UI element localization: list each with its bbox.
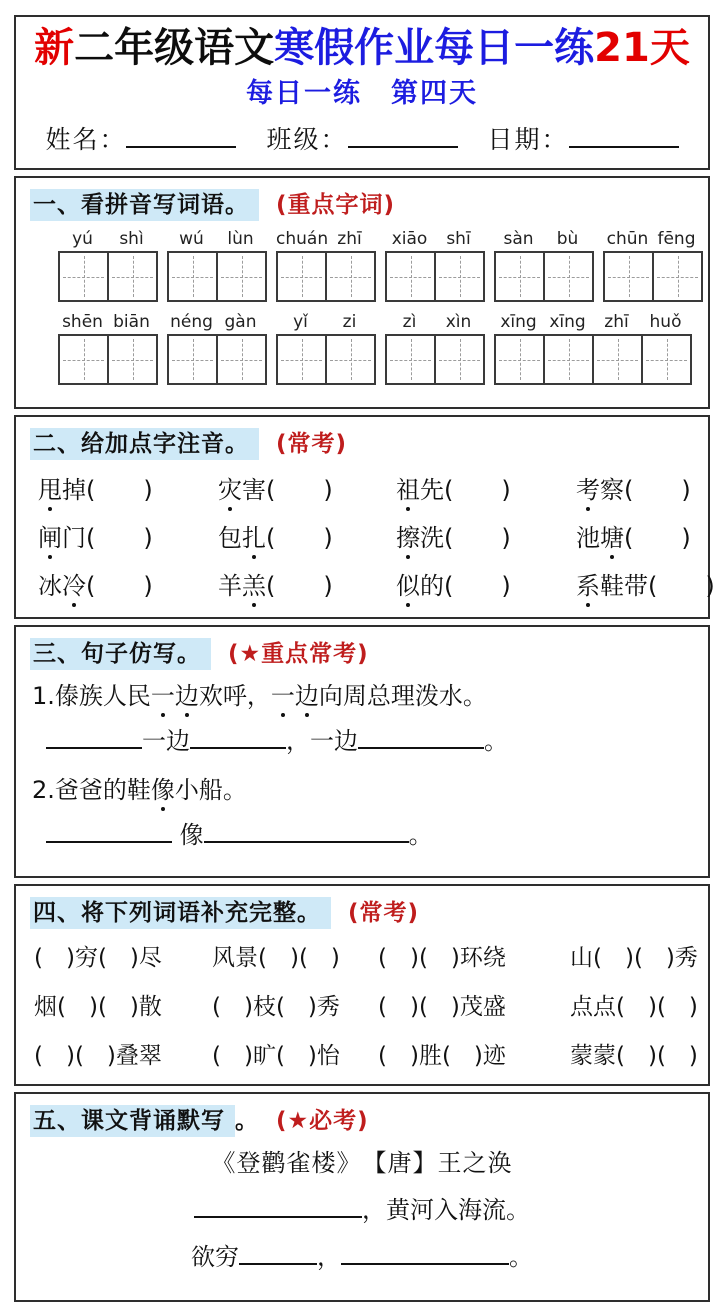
example-sentence bbox=[32, 770, 694, 805]
word-completion-item: 山( )( )秀 bbox=[570, 945, 698, 971]
text-segment: 小船。 bbox=[174, 776, 247, 804]
character: 池 bbox=[576, 524, 600, 552]
tianzige-cells bbox=[494, 251, 594, 302]
dotted-character: 一 bbox=[151, 676, 175, 711]
paren-close: ) bbox=[681, 524, 691, 552]
answer-blank bbox=[239, 1240, 317, 1265]
poem-line bbox=[30, 1237, 694, 1272]
text-segment: 像 bbox=[172, 821, 204, 849]
pinyin-word-group bbox=[385, 312, 485, 385]
tianzige-cells bbox=[603, 251, 703, 302]
paren-open: ( bbox=[624, 476, 634, 504]
word-completion-item: ( )枝( )秀 bbox=[212, 994, 340, 1020]
pinyin-syllable: shī bbox=[446, 229, 471, 249]
text-segment: ，一边 bbox=[286, 727, 358, 755]
pinyin-syllable: wú bbox=[179, 229, 204, 249]
class-blank bbox=[348, 122, 458, 148]
example-sentence bbox=[32, 676, 694, 711]
annotate-word-item bbox=[38, 518, 218, 553]
paren-close: ) bbox=[323, 572, 333, 600]
pinyin-syllable: huǒ bbox=[649, 312, 682, 332]
tianzige-cells bbox=[58, 334, 158, 385]
header-box bbox=[14, 15, 710, 170]
section-1-heading: 一、看拼音写词语。 bbox=[30, 189, 259, 221]
pinyin-labels bbox=[58, 312, 158, 332]
section-4-heading-row bbox=[30, 894, 694, 927]
dotted-character: 一 bbox=[271, 676, 295, 711]
pinyin-labels bbox=[167, 312, 267, 332]
text-segment: 向周总理泼水。 bbox=[318, 682, 487, 710]
character: 冰 bbox=[38, 572, 62, 600]
annotate-word-item bbox=[576, 566, 715, 601]
pinyin-syllable: chūn bbox=[606, 229, 649, 249]
section-3-heading-row bbox=[30, 635, 694, 668]
pinyin-word-group bbox=[167, 229, 267, 302]
pinyin-labels bbox=[58, 229, 158, 249]
dotted-character: 边 bbox=[295, 676, 319, 711]
paren-open: ( bbox=[266, 572, 276, 600]
character: 鞋 bbox=[600, 572, 624, 600]
word-completion-item: ( )( )叠翠 bbox=[34, 1043, 162, 1069]
pinyin-word-group bbox=[494, 312, 692, 385]
paren-close: ) bbox=[501, 524, 511, 552]
paren-close: ) bbox=[143, 572, 153, 600]
annotate-word-item bbox=[396, 518, 576, 553]
dotted-character: 扎 bbox=[242, 518, 266, 553]
annotate-word-item bbox=[396, 470, 576, 505]
pinyin-word-group bbox=[167, 312, 267, 385]
dotted-character: 冷 bbox=[62, 566, 86, 601]
tianzige-cells bbox=[276, 251, 376, 302]
annotate-word-item bbox=[576, 518, 715, 553]
page-subtitle: 每日一练 第四天 bbox=[246, 78, 478, 109]
pinyin-word-group bbox=[385, 229, 485, 302]
poem-lines bbox=[30, 1190, 694, 1272]
paren-close: ) bbox=[501, 572, 511, 600]
section-1-tag: (重点字词) bbox=[276, 192, 396, 218]
section-4-heading: 四、将下列词语补充完整。 bbox=[30, 897, 331, 929]
text-segment bbox=[151, 682, 199, 710]
pinyin-grid-area bbox=[30, 227, 694, 397]
pinyin-syllable: néng bbox=[170, 312, 213, 332]
dotted-character: 像 bbox=[151, 770, 175, 805]
pinyin-syllable: chuán bbox=[276, 229, 329, 249]
title-segment-red-2: 21天 bbox=[594, 25, 690, 71]
character: 的 bbox=[420, 572, 444, 600]
section-1-heading-row bbox=[30, 186, 694, 219]
pinyin-syllable: yú bbox=[72, 229, 93, 249]
pinyin-word-group bbox=[603, 229, 703, 302]
annotate-word-item bbox=[218, 566, 396, 601]
dotted-character: 塘 bbox=[600, 518, 624, 553]
pinyin-word-group bbox=[494, 229, 594, 302]
character: 察 bbox=[600, 476, 624, 504]
tianzige-cell bbox=[496, 336, 543, 383]
character: 掉 bbox=[62, 476, 86, 504]
tianzige-cells bbox=[58, 251, 158, 302]
paren-close: ) bbox=[501, 476, 511, 504]
pinyin-syllable: zi bbox=[342, 312, 357, 332]
section-5-heading-row bbox=[30, 1102, 694, 1135]
pinyin-word-group bbox=[58, 229, 158, 302]
dotted-character: 边 bbox=[175, 676, 199, 711]
pinyin-word-group bbox=[276, 312, 376, 385]
tianzige-cell bbox=[107, 253, 156, 300]
name-field: 姓名： bbox=[45, 120, 236, 156]
text-segment: ，黄河入海流。 bbox=[362, 1196, 530, 1224]
pinyin-labels bbox=[494, 229, 594, 249]
paren-close: ) bbox=[323, 524, 333, 552]
section-complete-words bbox=[14, 884, 710, 1086]
dotted-character: 甩 bbox=[38, 470, 62, 505]
tianzige-cell bbox=[107, 336, 156, 383]
answer-blank bbox=[341, 1240, 509, 1265]
word-completion-item: ( )( )茂盛 bbox=[378, 994, 506, 1020]
tianzige-cell bbox=[592, 336, 641, 383]
paren-open: ( bbox=[266, 476, 276, 504]
pinyin-syllable: zhī bbox=[604, 312, 629, 332]
tianzige-cell bbox=[169, 336, 216, 383]
text-segment: 。 bbox=[408, 821, 433, 849]
complete-words-grid bbox=[30, 935, 698, 1074]
section-5-tag: (★必考) bbox=[276, 1108, 369, 1134]
section-2-tag: (常考) bbox=[276, 431, 348, 457]
word-completion-item: ( )旷( )怡 bbox=[212, 1043, 340, 1069]
pinyin-syllable: sàn bbox=[503, 229, 534, 249]
word-completion-item: 烟( )( )散 bbox=[34, 994, 162, 1020]
paren-open: ( bbox=[624, 524, 634, 552]
answer-blank bbox=[194, 1193, 362, 1218]
annotate-word-item bbox=[396, 566, 576, 601]
answer-blank bbox=[46, 818, 172, 843]
paren-close: ) bbox=[143, 524, 153, 552]
text-segment bbox=[151, 776, 175, 804]
dotted-character: 灾 bbox=[218, 470, 242, 505]
tianzige-cell bbox=[543, 336, 592, 383]
text-segment: 傣族人民 bbox=[54, 682, 151, 710]
dotted-character: 擦 bbox=[396, 518, 420, 553]
tianzige-cell bbox=[278, 336, 325, 383]
text-segment: ， bbox=[317, 1243, 341, 1271]
tianzige-cell bbox=[60, 336, 107, 383]
item-number: 1. bbox=[32, 682, 55, 710]
tianzige-cell bbox=[216, 336, 265, 383]
paren-open: ( bbox=[444, 572, 454, 600]
text-segment: 。 bbox=[509, 1243, 533, 1271]
text-segment: 一边 bbox=[142, 727, 190, 755]
answer-line bbox=[46, 721, 694, 756]
title-segment-black: 二年级语文 bbox=[74, 25, 275, 71]
pinyin-syllable: xīng bbox=[500, 312, 537, 332]
paren-open: ( bbox=[444, 524, 454, 552]
pinyin-row bbox=[58, 312, 694, 385]
text-segment: 欲穷 bbox=[191, 1243, 239, 1271]
text-segment: 欢呼， bbox=[198, 682, 271, 710]
sentence-items-area bbox=[30, 676, 694, 866]
pinyin-syllable: xiāo bbox=[391, 229, 428, 249]
tianzige-cell bbox=[641, 336, 690, 383]
tianzige-cells bbox=[494, 334, 692, 385]
paren-open: ( bbox=[266, 524, 276, 552]
paren-open: ( bbox=[648, 572, 658, 600]
tianzige-cell bbox=[543, 253, 592, 300]
dotted-character: 似 bbox=[396, 566, 420, 601]
text-segment bbox=[271, 682, 319, 710]
pinyin-syllable: gàn bbox=[224, 312, 257, 332]
answer-blank bbox=[46, 724, 142, 749]
annotate-word-item bbox=[576, 470, 715, 505]
pinyin-syllable: xìn bbox=[445, 312, 472, 332]
annotate-word-item bbox=[218, 518, 396, 553]
pinyin-syllable: xīng bbox=[549, 312, 586, 332]
dotted-character: 羔 bbox=[242, 566, 266, 601]
paren-close: ) bbox=[323, 476, 333, 504]
name-blank bbox=[126, 122, 236, 148]
tianzige-cell bbox=[434, 336, 483, 383]
pinyin-word-group bbox=[58, 312, 158, 385]
character: 羊 bbox=[218, 572, 242, 600]
dotted-character: 闸 bbox=[38, 518, 62, 553]
pinyin-syllable: biān bbox=[113, 312, 150, 332]
paren-open: ( bbox=[444, 476, 454, 504]
student-info-line bbox=[26, 120, 698, 156]
character: 先 bbox=[420, 476, 444, 504]
word-completion-item: 蒙蒙( )( ) bbox=[570, 1043, 698, 1069]
section-5-heading: 五、课文背诵默写 bbox=[30, 1105, 235, 1137]
pinyin-syllable: bù bbox=[556, 229, 579, 249]
title-segment-red-1: 新 bbox=[34, 25, 75, 71]
date-field: 日期： bbox=[488, 120, 679, 156]
paren-open: ( bbox=[86, 524, 96, 552]
annotate-word-item bbox=[38, 470, 218, 505]
annotate-word-item bbox=[218, 470, 396, 505]
pinyin-labels bbox=[276, 312, 376, 332]
dotted-character: 祖 bbox=[396, 470, 420, 505]
answer-blank bbox=[358, 724, 484, 749]
tianzige-cells bbox=[276, 334, 376, 385]
tianzige-cells bbox=[385, 334, 485, 385]
word-completion-item: ( )穷( )尽 bbox=[34, 945, 162, 971]
pinyin-labels bbox=[276, 229, 376, 249]
text-segment: 爸爸的鞋 bbox=[54, 776, 151, 804]
poem-title: 《登鹳雀楼》 【唐】王之涣 bbox=[211, 1149, 513, 1177]
section-2-heading-row bbox=[30, 425, 694, 458]
character: 害 bbox=[242, 476, 266, 504]
paren-close: ) bbox=[705, 572, 715, 600]
pinyin-word-group bbox=[276, 229, 376, 302]
pinyin-syllable: zì bbox=[402, 312, 417, 332]
section-3-heading: 三、句子仿写。 bbox=[30, 638, 211, 670]
tianzige-cell bbox=[60, 253, 107, 300]
date-blank bbox=[569, 122, 679, 148]
section-pinyin-writing bbox=[14, 176, 710, 409]
section-recitation bbox=[14, 1092, 710, 1302]
section-3-tag: (★重点常考) bbox=[228, 641, 369, 667]
section-sentence-imitation bbox=[14, 625, 710, 878]
tianzige-cell bbox=[496, 253, 543, 300]
tianzige-cells bbox=[167, 334, 267, 385]
paren-close: ) bbox=[143, 476, 153, 504]
paren-open: ( bbox=[86, 572, 96, 600]
pinyin-syllable: shēn bbox=[62, 312, 103, 332]
answer-blank bbox=[204, 818, 409, 843]
page-title bbox=[26, 25, 698, 71]
answer-line bbox=[46, 815, 694, 850]
pinyin-labels bbox=[385, 229, 485, 249]
section-annotate-pinyin bbox=[14, 415, 715, 619]
section-5-heading-period: 。 bbox=[235, 1108, 259, 1134]
tianzige-cell bbox=[387, 336, 434, 383]
tianzige-cell bbox=[169, 253, 216, 300]
tianzige-cell bbox=[325, 336, 374, 383]
pinyin-syllable: lùn bbox=[227, 229, 254, 249]
tianzige-cell bbox=[652, 253, 701, 300]
dotted-character: 考 bbox=[576, 470, 600, 505]
character: 带 bbox=[624, 572, 648, 600]
pinyin-labels bbox=[167, 229, 267, 249]
annotate-word-item bbox=[38, 566, 218, 601]
pinyin-labels bbox=[385, 312, 485, 332]
tianzige-cell bbox=[278, 253, 325, 300]
tianzige-cell bbox=[216, 253, 265, 300]
class-field: 班级： bbox=[266, 120, 457, 156]
item-number: 2. bbox=[32, 776, 55, 804]
poem-area bbox=[30, 1143, 694, 1290]
pinyin-syllable: shì bbox=[119, 229, 144, 249]
pinyin-syllable: yǐ bbox=[293, 312, 308, 332]
dotted-character: 系 bbox=[576, 566, 600, 601]
poem-line bbox=[30, 1190, 694, 1225]
character: 包 bbox=[218, 524, 242, 552]
paren-close: ) bbox=[681, 476, 691, 504]
word-completion-item: ( )( )环绕 bbox=[378, 945, 506, 971]
text-segment: 。 bbox=[484, 727, 508, 755]
annotate-words-grid bbox=[30, 466, 715, 607]
pinyin-labels bbox=[494, 312, 692, 332]
tianzige-cell bbox=[605, 253, 652, 300]
section-4-tag: (常考) bbox=[348, 900, 420, 926]
pinyin-syllable: zhī bbox=[337, 229, 362, 249]
title-segment-blue: 寒假作业每日一练 bbox=[274, 25, 595, 71]
word-completion-item: 风景( )( ) bbox=[212, 945, 340, 971]
section-2-heading: 二、给加点字注音。 bbox=[30, 428, 259, 460]
tianzige-cells bbox=[385, 251, 485, 302]
tianzige-cell bbox=[325, 253, 374, 300]
tianzige-cell bbox=[387, 253, 434, 300]
pinyin-syllable: fēng bbox=[657, 229, 696, 249]
word-completion-item: 点点( )( ) bbox=[570, 994, 698, 1020]
pinyin-labels bbox=[603, 229, 703, 249]
answer-blank bbox=[190, 724, 286, 749]
tianzige-cell bbox=[434, 253, 483, 300]
paren-open: ( bbox=[86, 476, 96, 504]
pinyin-row bbox=[58, 229, 694, 302]
word-completion-item: ( )胜( )迹 bbox=[378, 1043, 506, 1069]
character: 门 bbox=[62, 524, 86, 552]
character: 洗 bbox=[420, 524, 444, 552]
tianzige-cells bbox=[167, 251, 267, 302]
